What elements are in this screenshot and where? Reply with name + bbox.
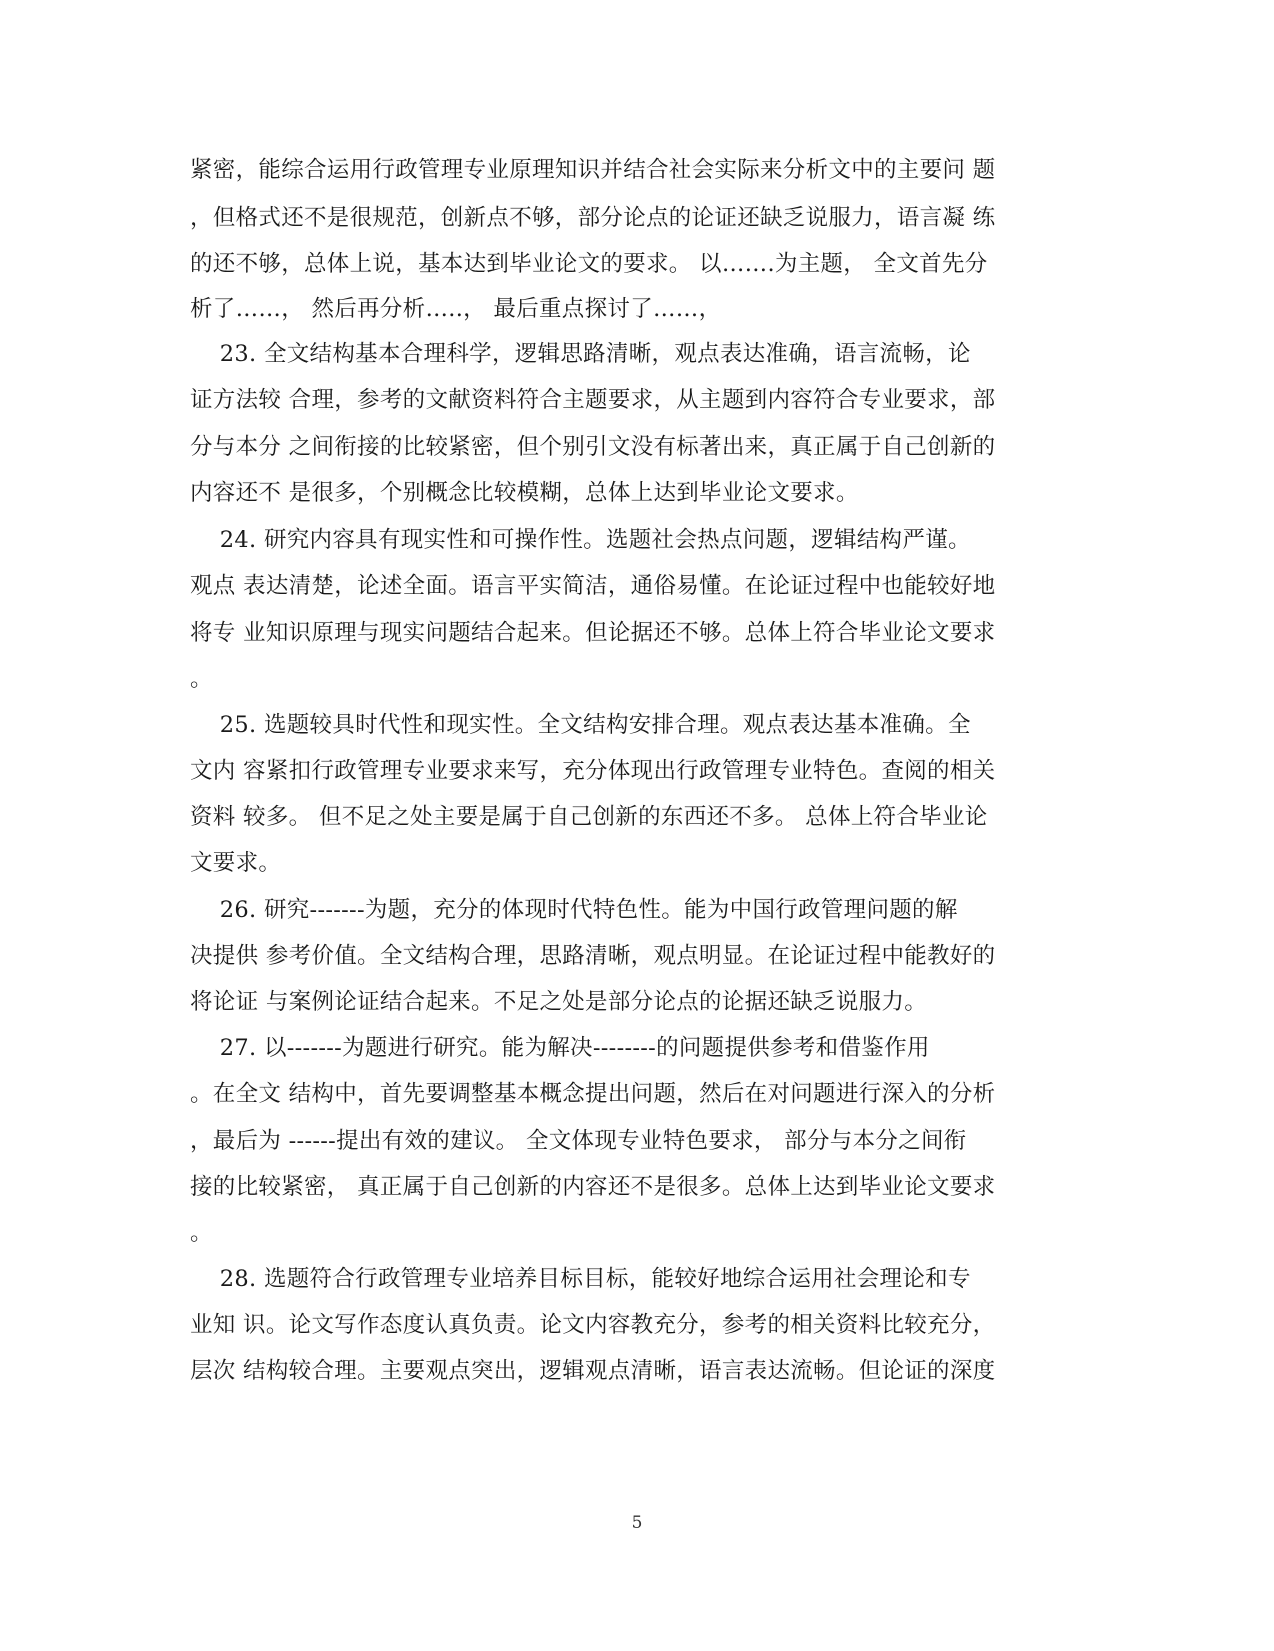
text-line: 观点 表达清楚，论述全面。语言平实简洁，通俗易懂。在论证过程中也能较好地 [190,573,996,599]
text-line: 。 [190,1220,213,1246]
text-line: 证方法较 合理，参考的文献资料符合主题要求，从主题到内容符合专业要求，部 [190,387,996,413]
page-number: 5 [631,1513,643,1533]
text-line: 23. 全文结构基本合理科学，逻辑思路清晰，观点表达准确，语言流畅，论 [190,341,971,367]
text-line: 资料 较多。 但不足之处主要是属于自己创新的东西还不多。 总体上符合毕业论 [190,804,988,830]
text-line: 25. 选题较具时代性和现实性。全文结构安排合理。观点表达基本准确。全 [190,712,971,738]
text-line: 析了……， 然后再分析…..， 最后重点探讨了……， [190,296,722,322]
text-line: 层次 结构较合理。主要观点突出，逻辑观点清晰，语言表达流畅。但论证的深度 [190,1358,996,1384]
text-line: 将论证 与案例论证结合起来。不足之处是部分论点的论据还缺乏说服力。 [190,989,928,1015]
text-line: 接的比较紧密， 真正属于自己创新的内容还不是很多。总体上达到毕业论文要求 [190,1174,996,1200]
text-line: 26. 研究-------为题，充分的体现时代特色性。能为中国行政管理问题的解 [190,897,958,923]
text-line: 业知 识。论文写作态度认真负责。论文内容教充分，参考的相关资料比较充分， [190,1312,996,1338]
text-line: ，但格式还不是很规范，创新点不够，部分论点的论证还缺乏说服力，语言凝 练 [190,205,996,231]
text-line: 分与本分 之间衔接的比较紧密，但个别引文没有标著出来，真正属于自己创新的 [190,434,996,460]
text-line: 决提供 参考价值。全文结构合理，思路清晰，观点明显。在论证过程中能教好的 [190,943,996,969]
text-line: 。 [190,666,213,692]
text-line: 的还不够，总体上说，基本达到毕业论文的要求。 以…….为主题， 全文首先分 [190,251,988,277]
text-line: 28. 选题符合行政管理专业培养目标目标，能较好地综合运用社会理论和专 [190,1266,971,1292]
text-line: 内容还不 是很多，个别概念比较模糊，总体上达到毕业论文要求。 [190,480,859,506]
text-line: 紧密，能综合运用行政管理专业原理知识并结合社会实际来分析文中的主要问 题 [190,157,996,183]
text-line: 将专 业知识原理与现实问题结合起来。但论据还不够。总体上符合毕业论文要求 [190,620,996,646]
text-line: 文要求。 [190,850,282,876]
text-line: ，最后为 ------提出有效的建议。 全文体现专业特色要求， 部分与本分之间衔 [190,1128,967,1154]
text-line: 24. 研究内容具有现实性和可操作性。选题社会热点问题，逻辑结构严谨。 [190,527,971,553]
text-line: 文内 容紧扣行政管理专业要求来写，充分体现出行政管理专业特色。查阅的相关 [190,758,996,784]
text-line: 27. 以-------为题进行研究。能为解决--------的问题提供参考和借鉴作用 [190,1035,930,1061]
text-line: 。在全文 结构中，首先要调整基本概念提出问题，然后在对问题进行深入的分析 [190,1081,996,1107]
